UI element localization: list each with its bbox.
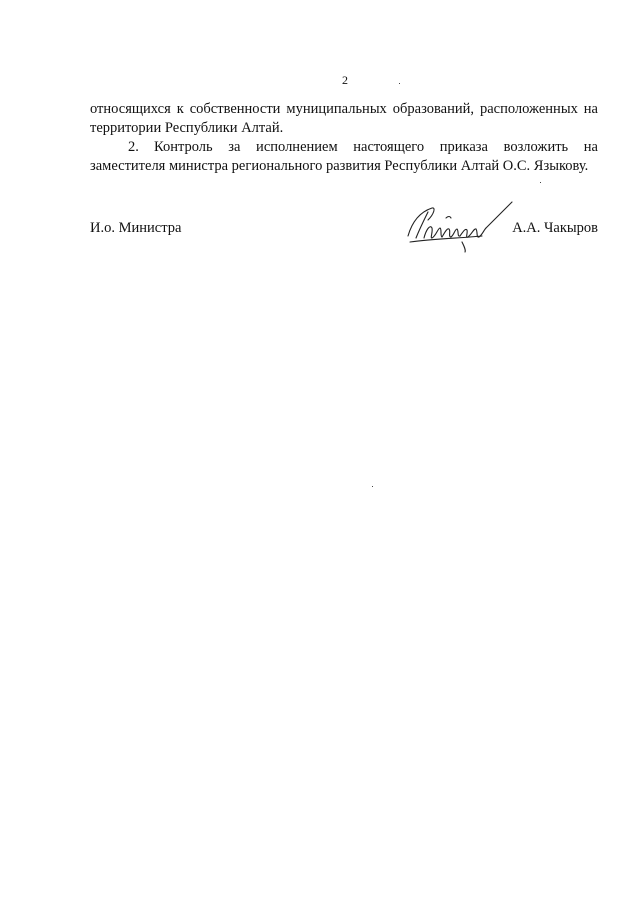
paragraph-line: территории Республики Алтай. <box>90 120 284 136</box>
paragraph-line: относящихся к собственности муниципальных образований, расположенных на <box>90 101 598 117</box>
paragraph-continuation <box>90 100 598 138</box>
handwritten-signature <box>402 198 518 254</box>
scan-speck <box>399 83 400 84</box>
signatory-name: А.А. Чакыров <box>512 220 598 236</box>
item-text: Контроль за исполнением настоящего приказа возложить на <box>154 139 598 155</box>
scan-speck <box>540 182 541 183</box>
item-number: 2. <box>128 139 139 155</box>
signatory-title: И.о. Министра <box>90 220 182 236</box>
document-body <box>90 100 598 176</box>
scan-speck <box>372 486 373 487</box>
paragraph-item-2 <box>90 138 598 176</box>
paragraph-line <box>90 138 598 157</box>
paragraph-line: заместителя министра регионального развития Республики Алтай О.С. Языкову. <box>90 158 589 174</box>
page-number: 2 <box>342 73 348 87</box>
